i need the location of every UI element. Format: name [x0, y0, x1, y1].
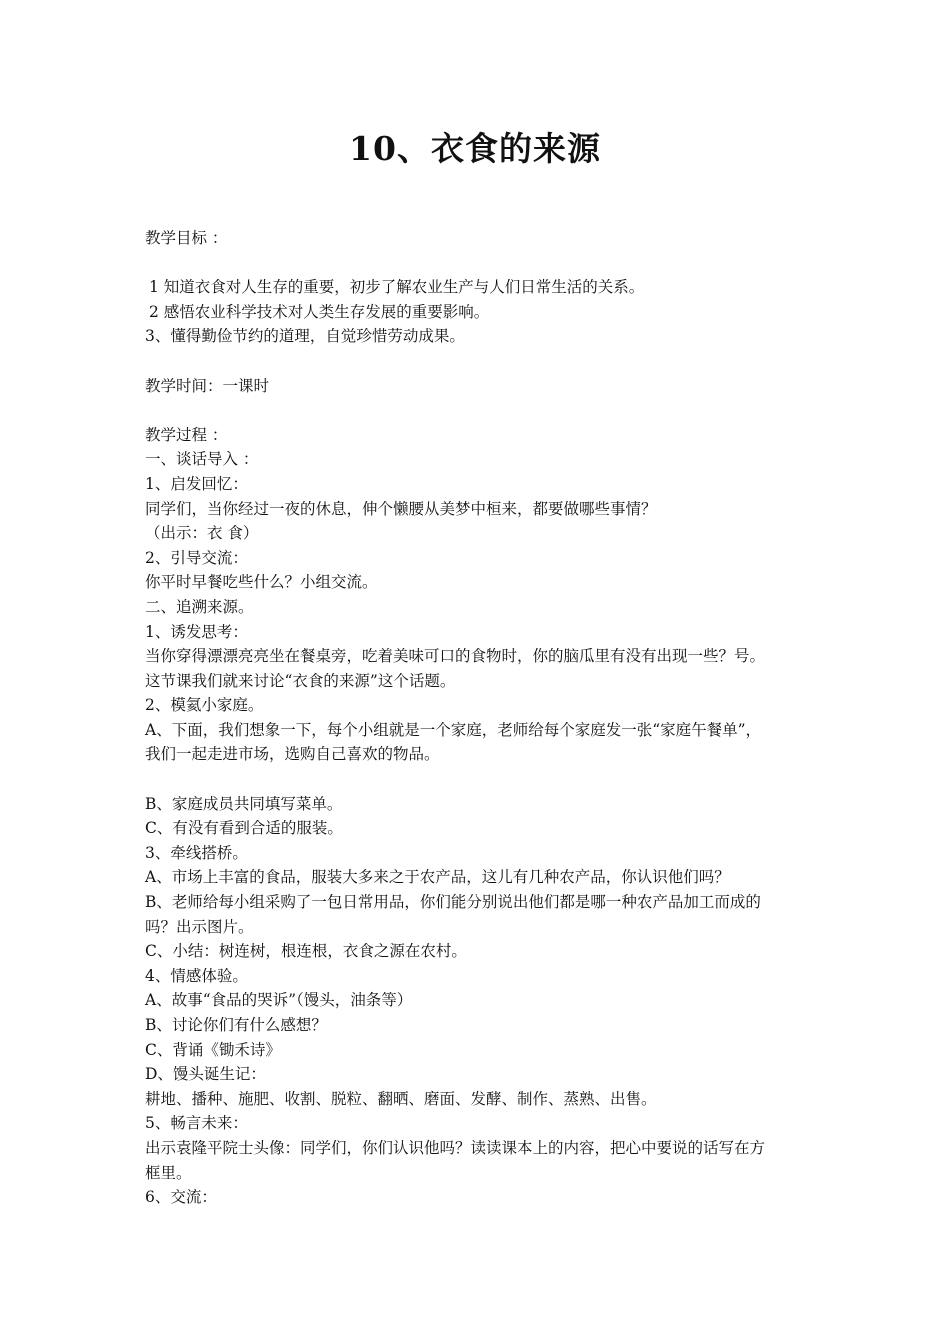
process-line: 这节课我们就来讨论“衣食的来源”这个话题。 [145, 671, 456, 690]
document-body [145, 226, 813, 1210]
goal-item: 2 感悟农业科学技术对人类生存发展的重要影响。 [149, 302, 490, 321]
process-line: 二、追溯来源。 [145, 597, 254, 616]
goal-item: 3、懂得勤俭节约的道理，自觉珍惜劳动成果。 [145, 327, 465, 346]
process-line: B、老师给每小组采购了一包日常用品，你们能分别说出他们都是哪一种农产品加工而成的 [145, 893, 761, 912]
spacer [145, 398, 813, 423]
process-heading: 教学过程 ： [145, 425, 228, 444]
process-line: 2、模氦小家庭。 [145, 696, 264, 715]
process-line: （出示：衣 食） [145, 524, 259, 543]
process-line: 框里。 [145, 1163, 192, 1182]
process-line: 3、牵线搭桥。 [145, 843, 248, 862]
process-line: A、市场上丰富的食品，服装大多来之于农产品，这儿有几种农产品，你认识他们吗？ [145, 868, 730, 887]
process-line: 一、谈话导入 ： [145, 450, 259, 469]
process-line: 1、诱发思考： [145, 622, 248, 641]
process-line: 同学们，当你经过一夜的休息，伸个懒腰从美梦中桓来，都要做哪些事情？ [145, 499, 657, 518]
process-line: C、有没有看到合适的服装。 [145, 819, 343, 838]
document-title: 10、衣食的来源 [349, 129, 601, 168]
goal-item: 1 知道衣食对人生存的重要，初步了解农业生产与人们日常生活的关系。 [149, 278, 645, 297]
spacer [145, 349, 813, 374]
process-line: C、背诵《锄禾诗》 [145, 1040, 281, 1059]
process-line: 你平时早餐吃些什么？小组交流。 [145, 573, 378, 592]
process-line: A、下面，我们想象一下，每个小组就是一个家庭，老师给每个家庭发一张“家庭午餐单”， [145, 720, 762, 739]
process-line: 2、引导交流： [145, 548, 248, 567]
process-line: A、故事“食品的哭诉”（馒头，油条等） [145, 991, 413, 1010]
process-line: 耕地、播种、施肥、收割、脱粒、翻晒、磨面、发酵、制作、蒸熟、出售。 [145, 1089, 657, 1108]
process-line: 5、畅言未来： [145, 1114, 248, 1133]
spacer [145, 767, 813, 792]
process-line: B、讨论你们有什么感想？ [145, 1016, 327, 1034]
process-line: 6、交流： [145, 1188, 217, 1207]
spacer [145, 251, 813, 276]
process-line: C、小结：树连树，根连根，衣食之源在农村。 [145, 942, 467, 961]
process-line: 吗？出示图片。 [145, 917, 254, 936]
process-line: D、馒头诞生记： [145, 1065, 266, 1084]
goals-heading: 教学目标 ： [145, 229, 228, 247]
process-line: 4、情感体验。 [145, 966, 248, 985]
process-line: 当你穿得漂漂亮亮坐在餐桌旁，吃着美味可口的食物时，你的脑瓜里有没有出现一些？号。 [145, 647, 766, 666]
process-line: 我们一起走进市场，选购自己喜欢的物品。 [145, 745, 440, 764]
process-line: 出示袁隆平院士头像：同学们，你们认识他吗？读读课本上的内容，把心中要说的话写在方 [145, 1138, 766, 1157]
process-line: B、家庭成员共同填写菜单。 [145, 794, 343, 813]
teaching-time: 教学时间：一课时 [145, 376, 270, 395]
process-line: 1、启发回忆： [145, 474, 248, 493]
